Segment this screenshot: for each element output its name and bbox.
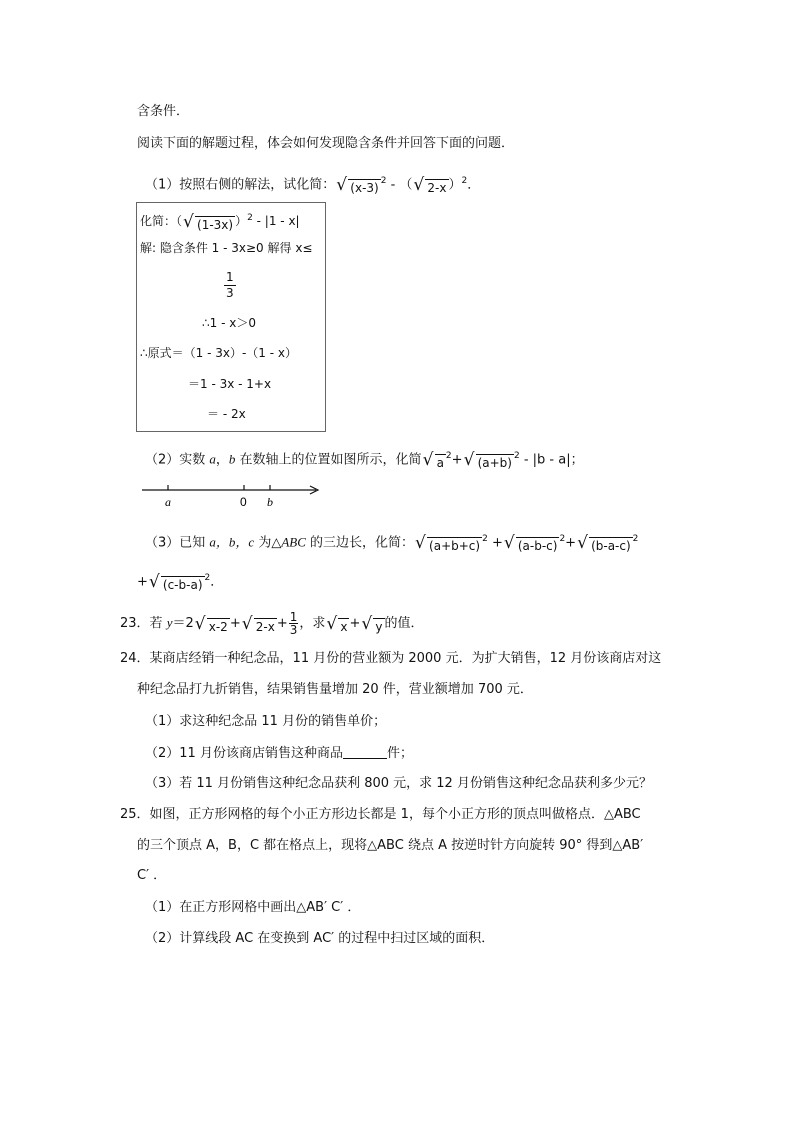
question-25-line-2: 的三个顶点 A，B，C 都在格点上，现将△ABC 绕点 A 按逆时针方向旋转 90° 得到△AB′ (137, 838, 644, 853)
box-line-4: ∴1 - x＞0 (202, 316, 256, 330)
question-25-line-1: 25．如图，正方形网格的每个小正方形边长都是 1，每个小正方形的顶点叫做格点．△ABC (120, 807, 641, 822)
question-24-part-1: （1）求这种纪念品 11 月份的销售单价； (145, 714, 387, 729)
number-line (140, 478, 326, 514)
continued-text: 含条件． (137, 104, 190, 119)
box-line-7: ＝ - 2x (207, 407, 246, 421)
box-line-1: 化简：（√ (1-3x) ）$^2$ - |1 - x| (140, 209, 300, 234)
question-25-part-2: （2）计算线段 AC 在变换到 AC′ 的过程中扫过区域的面积． (145, 931, 495, 946)
number-line-label-a: a (165, 495, 171, 509)
question-25-part-1: （1）在正方形网格中画出△AB′ C′ ． (145, 900, 361, 915)
number-line-label-b: b (267, 495, 273, 509)
box-line-2: 解: 隐含条件 1 - 3x≥0 解得 x≤ (140, 241, 313, 255)
box-fraction: $\frac{1}{3}$ (226, 270, 234, 300)
radical: √ 2-x (413, 179, 448, 198)
box-line-6: ＝1 - 3x - 1+x (188, 377, 272, 391)
question-24-part-3: （3）若 11 月份销售这种纪念品获利 800 元，求 12 月份销售这种纪念品获利多少元？ (145, 776, 652, 791)
answer-blank[interactable] (343, 744, 387, 759)
part3-continuation: +√ $(c-b-a)^2$． (137, 569, 223, 595)
radical: √ (x-3) (336, 179, 380, 198)
question-23: 23．若 y＝2√ x-2 +√ 2-x + $\frac{1}{3}$ ，求√ x +√ y 的值． (120, 611, 424, 637)
question-24-line-1: 24．某商店经销一种纪念品，11 月份的营业额为 2000 元．为扩大销售，12 月份该商店对这 (120, 651, 662, 666)
box-line-5: ∴原式＝（1 - 3x）-（1 - x） (140, 346, 297, 360)
question-24-part-2: （2）11 月份该商店销售这种商品 件； (145, 746, 413, 761)
part1-question: （1）按照右侧的解法，试化简：√ $(x-3)^2$ - （√ 2-x ）$^2$． (145, 172, 480, 198)
part2-question: （2）实数 a，b 在数轴上的位置如图所示，化简√ $a^2+√$ $(a+b)^2 - |b - a|$； (145, 447, 584, 473)
question-24-line-2: 种纪念品打九折销售，结果销售量增加 20 件，营业额增加 700 元． (137, 682, 533, 697)
number-line-label-0: 0 (240, 495, 247, 509)
intro-text: 阅读下面的解题过程，体会如何发现隐含条件并回答下面的问题． (137, 136, 515, 151)
question-25-line-3: C′ ． (137, 868, 167, 883)
part3-question: （3）已知 a，b，c 为△ABC 的三边长，化简：√ $(a+b+c)^2$ +√ $(a-b-c)^2+√$ $(b-a-c)^2$ (145, 530, 638, 556)
